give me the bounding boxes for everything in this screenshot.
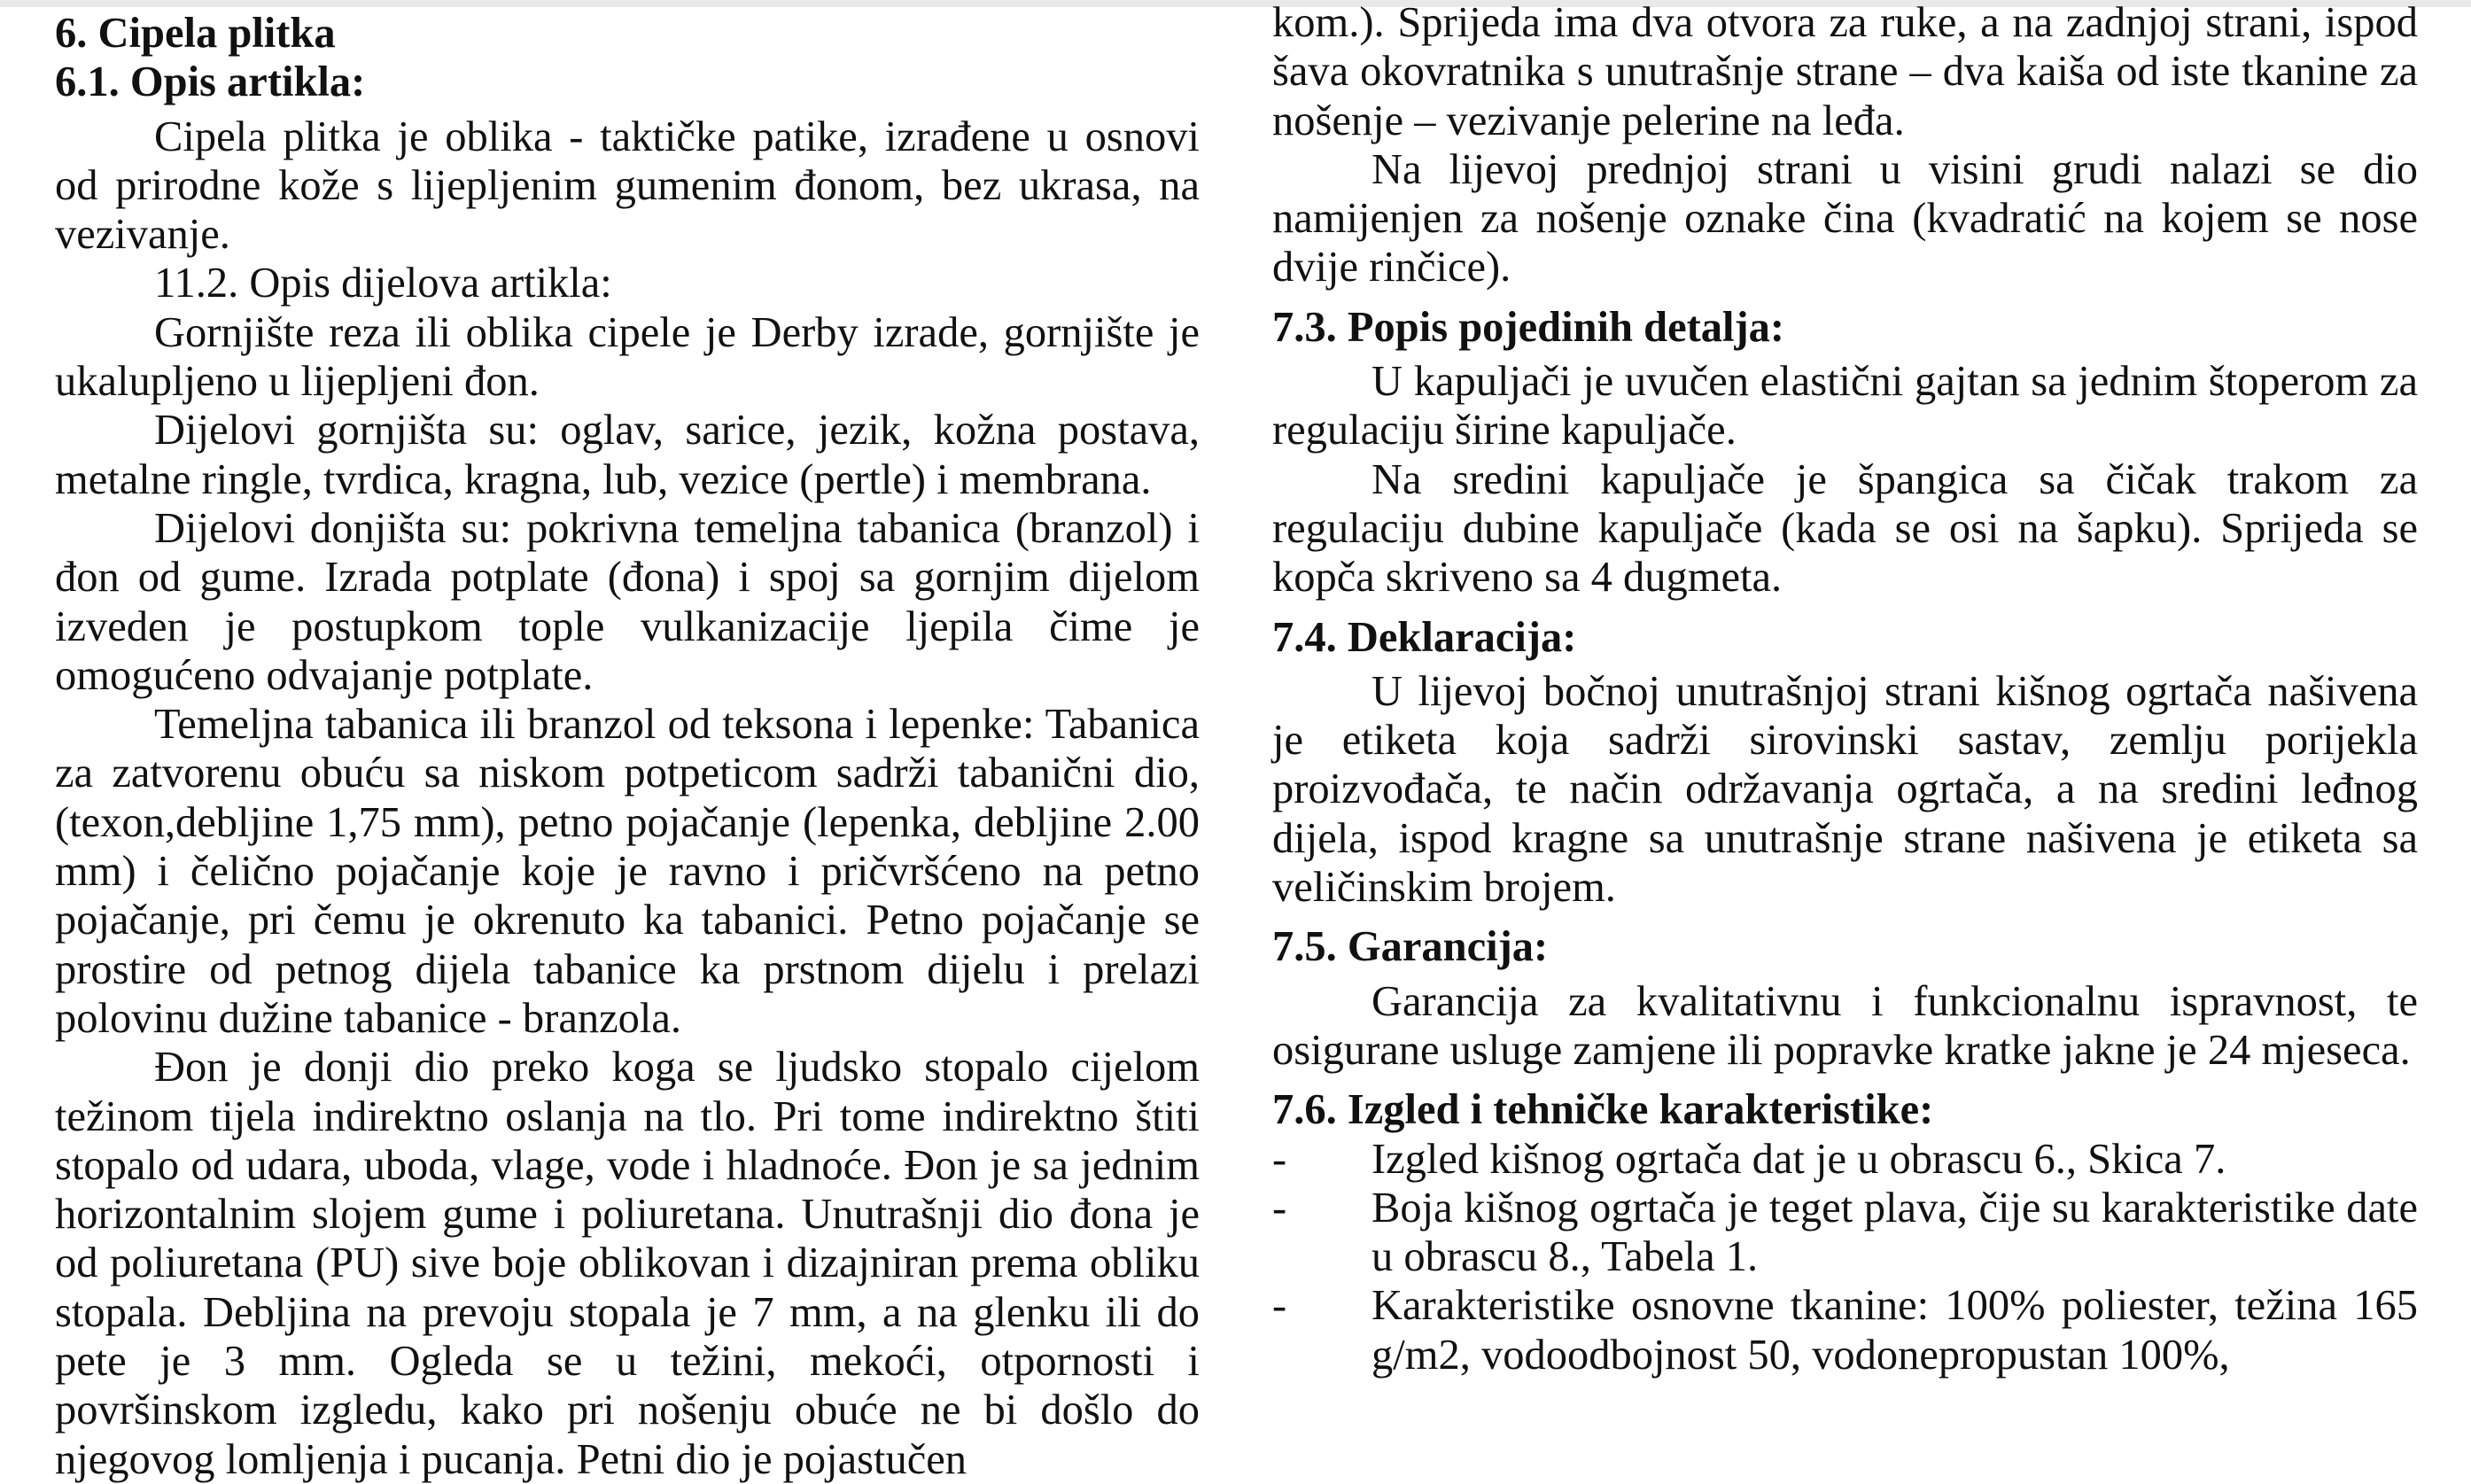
list-item (1272, 1135, 2418, 1184)
section-heading-6: 6. Cipela plitka (55, 10, 336, 57)
list-item-text: Boja kišnog ogrtača je teget plava, čije su karakteristike date u obrascu 8., Tabela 1. (1371, 1184, 2418, 1281)
paragraph-rank-insignia: Na lijevoj prednjoj strani u visini grudi nalazi se dio namijenjen za nošenje oznake čina (kvadratić na kojem se nose dvije rinčice). (1272, 145, 2418, 291)
paragraph-parts-heading: 11.2. Opis dijelova artikla: (154, 260, 612, 307)
list-dash: - (1272, 1135, 1287, 1183)
section-heading-7-5: 7.5. Garancija: (1272, 923, 1549, 971)
list-dash: - (1272, 1282, 1287, 1330)
list-item-text: Izgled kišnog ogrtača dat je u obrascu 6., Skica 7. (1371, 1135, 2226, 1183)
paragraph-continued: kom.). Sprijeda ima dva otvora za ruke, a na zadnjoj strani, ispod šava okovratnika s unutrašnje strane – dva kaiša od iste tkanine za nošenje – vezivanje pelerine na leđa. (1272, 0, 2418, 144)
paragraph-bottom-parts: Dijelovi donjišta su: pokrivna temeljna tabanica (branzol) i đon od gume. Izrada potplate (đona) i spoj sa gornjim dijelom izveden je postupkom tople vulkanizacije ljepila čime je omogućeno odvajanje potplate. (55, 504, 1200, 699)
paragraph-sole: Đon je donji dio preko koga se ljudsko stopalo cijelom težinom tijela indirektno oslanja na tlo. Pri tome indirektno štiti stopalo od udara, uboda, vlage, vode i hladnoće. Đon je sa jednim horizontalnim slojem gume i poliuretana. Unutrašnji dio đona je od poliuretana (PU) sive boje oblikovan i dizajniran prema obliku stopala. Debljina na prevoju stopala je 7 mm, a na glenku ili do pete je 3 mm. Ogleda se u težini, mekoći, otpornosti i površinskom izgledu, kako pri nošenju obuće ne bi došlo do njegovog lomljenja i pucanja. Petni dio je pojastučen (55, 1044, 1200, 1483)
paragraph-upper: Gornjište reza ili oblika cipele je Derby izrade, gornjište je ukalupljeno u lijepljeni đon. (55, 308, 1200, 406)
section-heading-7-4: 7.4. Deklaracija: (1272, 613, 1577, 661)
list-dash: - (1272, 1184, 1287, 1231)
left-column (55, 9, 1200, 1484)
paragraph-insole: Temeljna tabanica ili branzol od teksona i lepenke: Tabanica za zatvorenu obuću sa niskom potpeticom sadrži tabanični dio, (texon,debljine 1,75 mm), petno pojačanje (lepenka, debljine 2.00 mm) i čelično pojačanje koje je ravno i pričvršćeno na petno pojačanje, pri čemu je okrenuto ka tabanici. Petno pojačanje se prostire od petnog dijela tabanice ka prstnom dijelu i prelazi polovinu dužine tabanice - branzola. (55, 701, 1200, 1042)
section-heading-7-6: 7.6. Izgled i tehničke karakteristike: (1272, 1086, 1934, 1134)
right-column (1272, 0, 2418, 1379)
paragraph-hood-strap: Na sredini kapuljače je špangica sa čičak trakom za regulaciju dubine kapuljače (kada se osi na šapku). Sprijeda se kopča skriveno sa 4 dugmeta. (1272, 455, 2418, 602)
section-heading-7-3: 7.3. Popis pojedinih detalja: (1272, 303, 1785, 351)
paragraph-declaration: U lijevoj bočnoj unutrašnjoj strani kišnog ogrtača našivena je etiketa koja sadrži sirovinski sastav, zemlju porijekla proizvođača, te način održavanja ogrtača, a na sredini leđnog dijela, ispod kragne sa unutrašnje strane našivena je etiketa sa veličinskim brojem. (1272, 667, 2418, 912)
list-item (1272, 1184, 2418, 1282)
list-item (1272, 1281, 2418, 1379)
list-item-text: Karakteristike osnovne tkanine: 100% poliester, težina 165 g/m2, vodoodbojnost 50, vodonepropustan 100%, (1371, 1282, 2418, 1379)
paragraph-description: Cipela plitka je oblika - taktičke patike, izrađene u osnovi od prirodne kože s lijepljenim gumenim đonom, bez ukrasa, na vezivanje. (55, 113, 1200, 259)
section-heading-6-1: 6.1. Opis artikla: (55, 58, 366, 106)
paragraph-warranty: Garancija za kvalitativnu i funkcionalnu ispravnost, te osigurane usluge zamjene ili popravke kratke jakne je 24 mjeseca. (1272, 977, 2418, 1074)
paragraph-hood-cord: U kapuljači je uvučen elastični gajtan sa jednim štoperom za regulaciju širine kapuljače. (1272, 358, 2418, 455)
paragraph-upper-parts: Dijelovi gornjišta su: oglav, sarice, jezik, kožna postava, metalne ringle, tvrdica, kragna, lub, vezice (pertle) i membrana. (55, 407, 1200, 503)
